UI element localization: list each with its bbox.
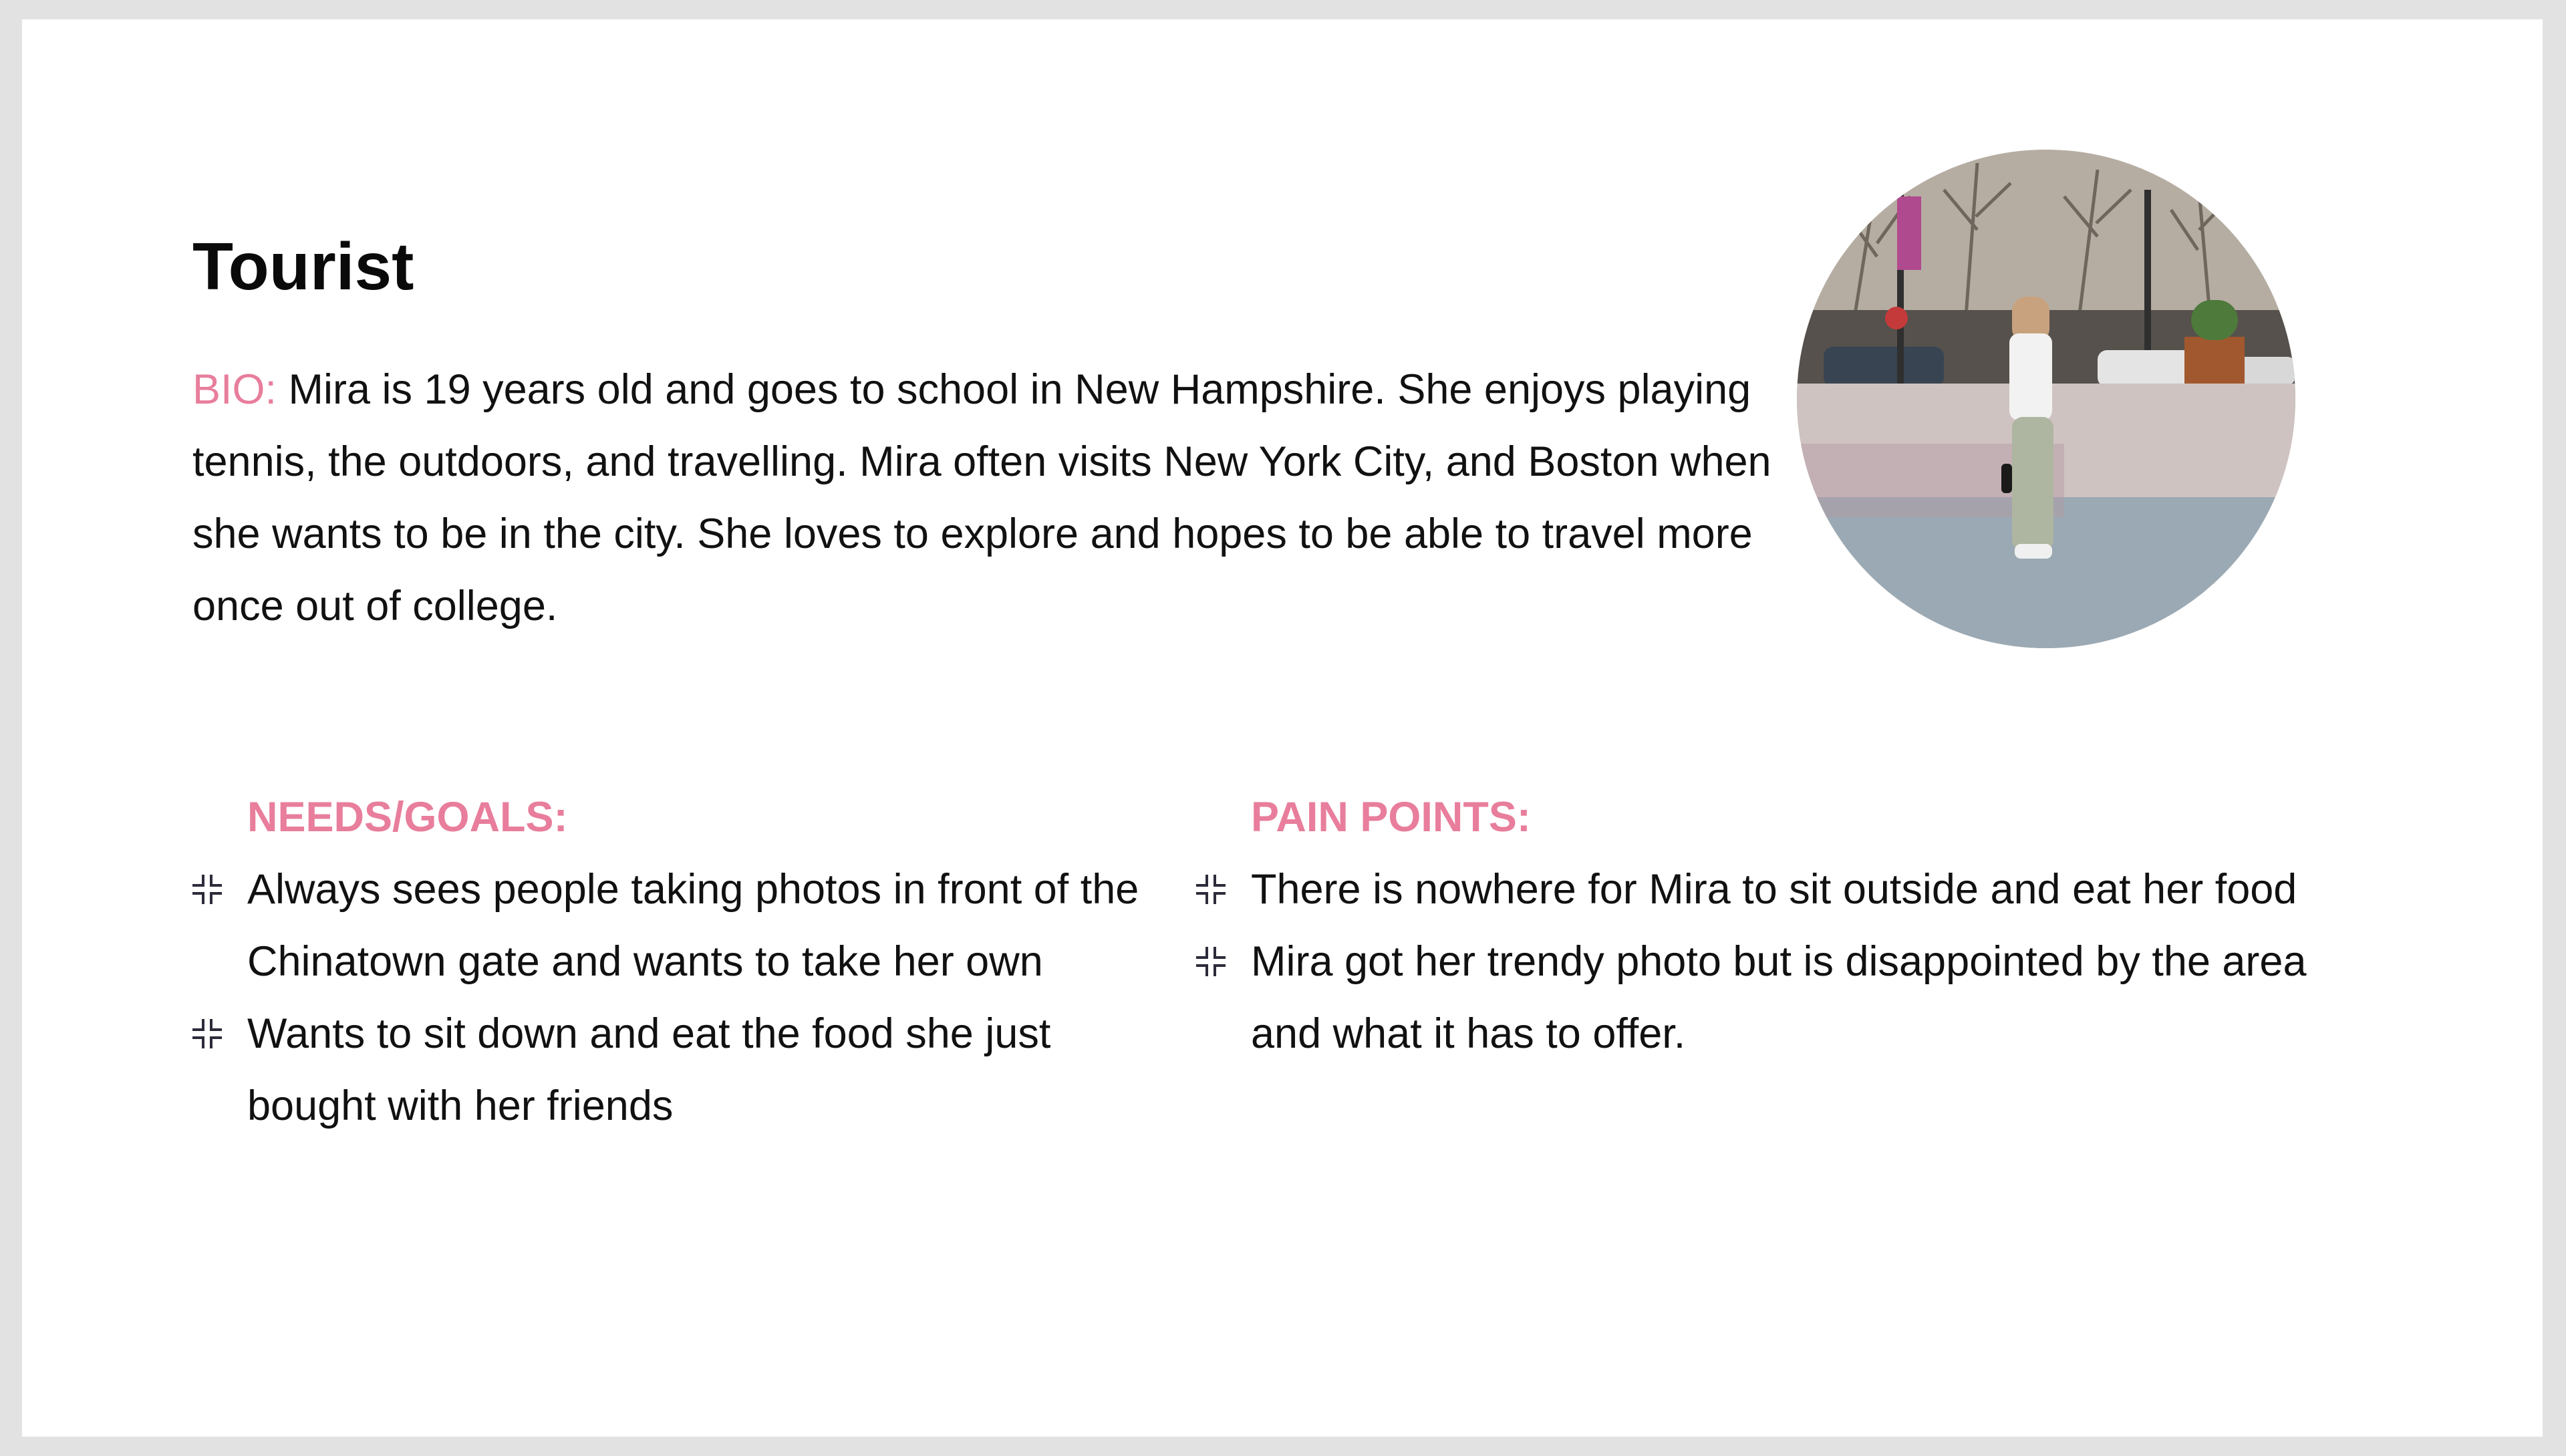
needs-goals-item-text: Wants to sit down and eat the food she just bought with her friends: [247, 1010, 1051, 1129]
sparkle-cross-icon: [192, 875, 222, 904]
pain-points-item-text: There is nowhere for Mira to sit outside and eat her food: [1251, 866, 2297, 913]
persona-slide: [22, 19, 2543, 1437]
list-item: [1196, 853, 2332, 925]
needs-goals-heading: NEEDS/GOALS:: [247, 794, 568, 841]
bio-paragraph: [192, 353, 1783, 642]
bio-label: BIO:: [192, 366, 277, 413]
bio-text: Mira is 19 years old and goes to school in New Hampshire. She enjoys playing tennis, the outdoors, and travelling. Mira often visits New York City, and Boston when she wants to be in the city. She loves to explore and hopes to be able to travel more once out of college.: [192, 366, 1771, 629]
sparkle-cross-icon: [1196, 947, 1226, 976]
needs-goals-item-text: Always sees people taking photos in front of the Chinatown gate and wants to take her own: [247, 866, 1139, 985]
needs-goals-section: [192, 781, 1141, 1142]
persona-title: Tourist: [192, 229, 414, 304]
sparkle-cross-icon: [1196, 875, 1226, 904]
persona-photo: [1797, 150, 2295, 648]
pain-points-item-text: Mira got her trendy photo but is disappointed by the area and what it has to offer.: [1251, 938, 2307, 1057]
pain-points-section: [1196, 781, 2332, 1070]
sparkle-cross-icon: [192, 1019, 222, 1048]
list-item: [192, 853, 1141, 998]
list-item: [192, 998, 1141, 1142]
pain-points-heading: PAIN POINTS:: [1251, 794, 1531, 841]
needs-goals-list: [192, 853, 1141, 1142]
list-item: [1196, 925, 2332, 1070]
pain-points-list: [1196, 853, 2332, 1070]
